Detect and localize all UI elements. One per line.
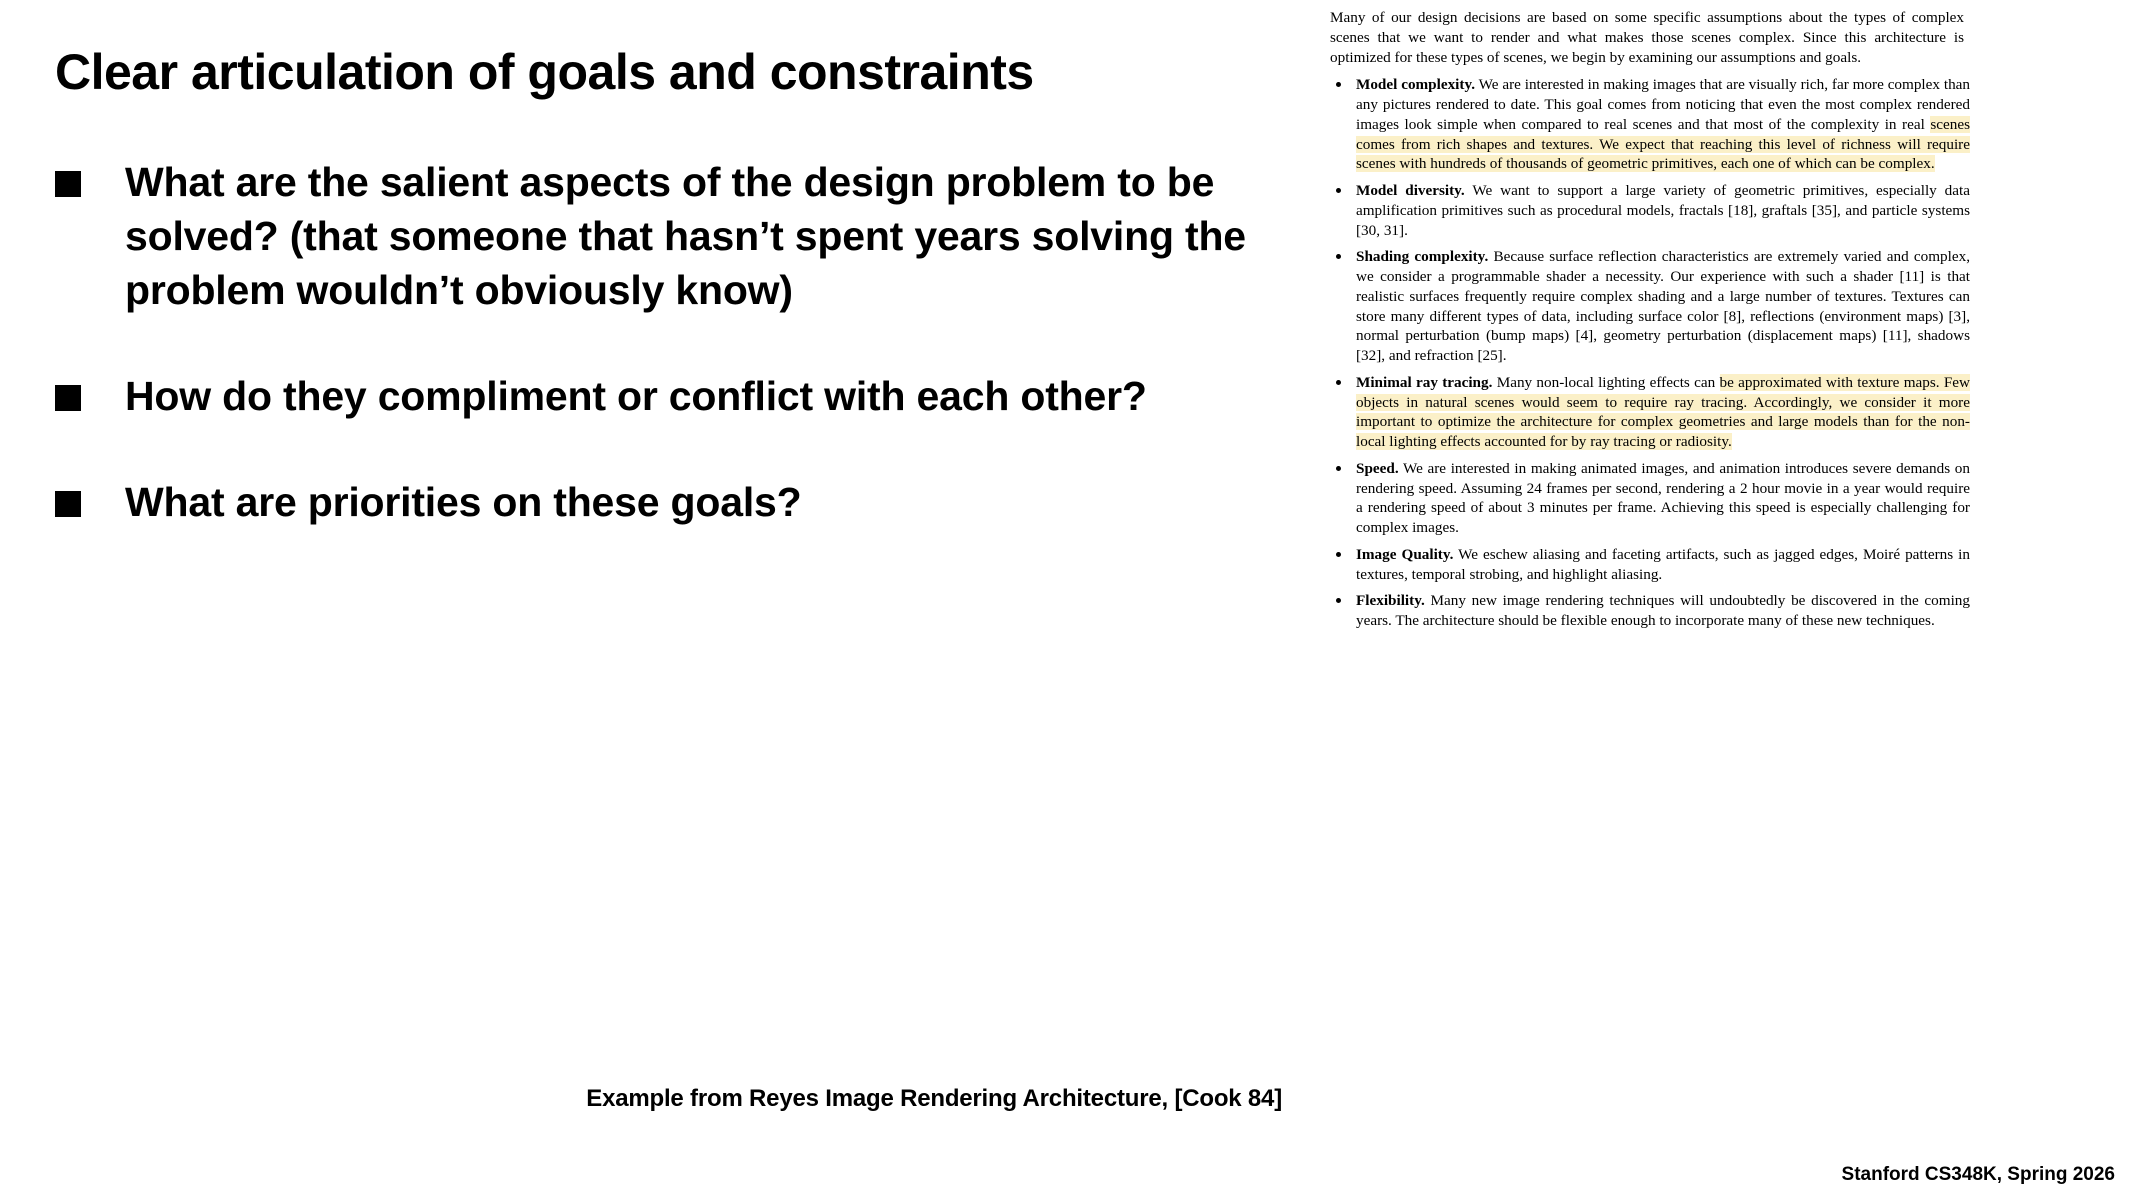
highlighted-text: scenes comes from rich shapes and textures. We expect that reaching this level of richness will require scenes with hundreds of thousands of geometric primitives, each one of which can be complex. (1356, 115, 1970, 173)
bullet-dot-icon (1336, 82, 1341, 87)
goal-text: Many new image rendering techniques will undoubtedly be discovered in the coming years. The architecture should be flexible enough to incorporate many of these new techniques. (1356, 592, 1970, 629)
bullet-dot-icon (1336, 466, 1341, 471)
slide-footer: Stanford CS348K, Spring 2026 (1841, 1164, 2115, 1185)
square-bullet-icon (55, 491, 81, 517)
square-bullet-icon (55, 171, 81, 197)
bullet-dot-icon (1336, 552, 1341, 557)
highlighted-text: be approximated with texture maps. Few objects in natural scenes would seem to require ray tracing. Accordingly, we consider it more important to optimize the architecture for complex geometries and large models than for the non-local lighting effects accounted for by ray tracing or radiosity. (1356, 373, 1970, 450)
goal-text: We are interested in making images that are visually rich, far more complex than any pictures rendered to date. This goal comes from noticing that even the most complex rendered images look simple when compared to real scenes and that most of the complexity in real (1356, 76, 1971, 133)
goal-term: Shading complexity. (1356, 248, 1489, 266)
list-item (1330, 373, 1970, 452)
list-item (1330, 459, 1970, 538)
square-bullet-icon (55, 385, 81, 411)
bullet-dot-icon (1336, 380, 1341, 385)
goal-term: Model diversity. (1356, 182, 1465, 199)
list-item (55, 369, 1285, 423)
list-item (55, 475, 1285, 529)
figure-caption: Example from Reyes Image Rendering Architecture, [Cook 84] (586, 1085, 1282, 1112)
goal-text: We are interested in making animated images, and animation introduces severe demands on rendering speed. Assuming 24 frames per second, rendering a 2 hour movie in a year would require a rendering speed of about 3 minutes per frame. Achieving this speed is especially challenging for complex images. (1356, 459, 1970, 536)
bullet-text: What are the salient aspects of the design problem to be solved? (that someone that hasn’t spent years solving the problem wouldn’t obviously know) (125, 159, 1246, 314)
goal-term: Minimal ray tracing. (1356, 373, 1493, 391)
bullet-text: How do they compliment or conflict with each other? (125, 373, 1147, 420)
list-item (55, 155, 1285, 317)
goal-text: We eschew aliasing and faceting artifacts, such as jagged edges, Moiré patterns in textures, temporal strobing, and highlight aliasing. (1356, 545, 1970, 583)
slide-bullet-list (55, 155, 1285, 582)
list-item (1330, 545, 1970, 585)
bullet-dot-icon (1336, 188, 1341, 193)
list-item (1330, 247, 1970, 366)
goal-term: Model complexity. (1356, 76, 1476, 94)
goal-text: Many non-local lighting effects can (1492, 373, 1720, 391)
goal-text: Because surface reflection characteristics are extremely varied and complex, we consider a programmable shader a necessity. Our experience with such a shader [11] is that realistic surfaces frequently require complex shading and a large number of textures. Textures can store many different types of data, including surface color [8], reflections (environment maps) [3], normal perturbation (bump maps) [4], geometry perturbation (displacement maps) [11], shadows [32], and refraction [25]. (1356, 248, 1970, 364)
bullet-dot-icon (1336, 598, 1341, 603)
list-item (1330, 181, 1970, 240)
bullet-text: What are priorities on these goals? (125, 479, 802, 526)
list-item (1330, 75, 1970, 174)
paper-intro-paragraph: Many of our design decisions are based on some specific assumptions about the types of complex scenes that we want to render and what makes those scenes complex. Since this architecture is optimized for these types of scenes, we begin by examining our assumptions and goals. (1330, 9, 1964, 66)
goal-term: Flexibility. (1356, 592, 1425, 610)
paper-goal-list (1330, 75, 1970, 631)
page-title: Clear articulation of goals and constraints (55, 44, 1034, 100)
goal-term: Speed. (1356, 459, 1399, 477)
paper-excerpt (1330, 0, 1970, 1180)
goal-term: Image Quality. (1356, 545, 1454, 563)
bullet-dot-icon (1336, 254, 1341, 259)
list-item (1330, 591, 1970, 631)
goal-text: We want to support a large variety of geometric primitives, especially data amplification primitives such as procedural models, fractals [18], graftals [35], and particle systems [30, 31]. (1356, 182, 1970, 239)
